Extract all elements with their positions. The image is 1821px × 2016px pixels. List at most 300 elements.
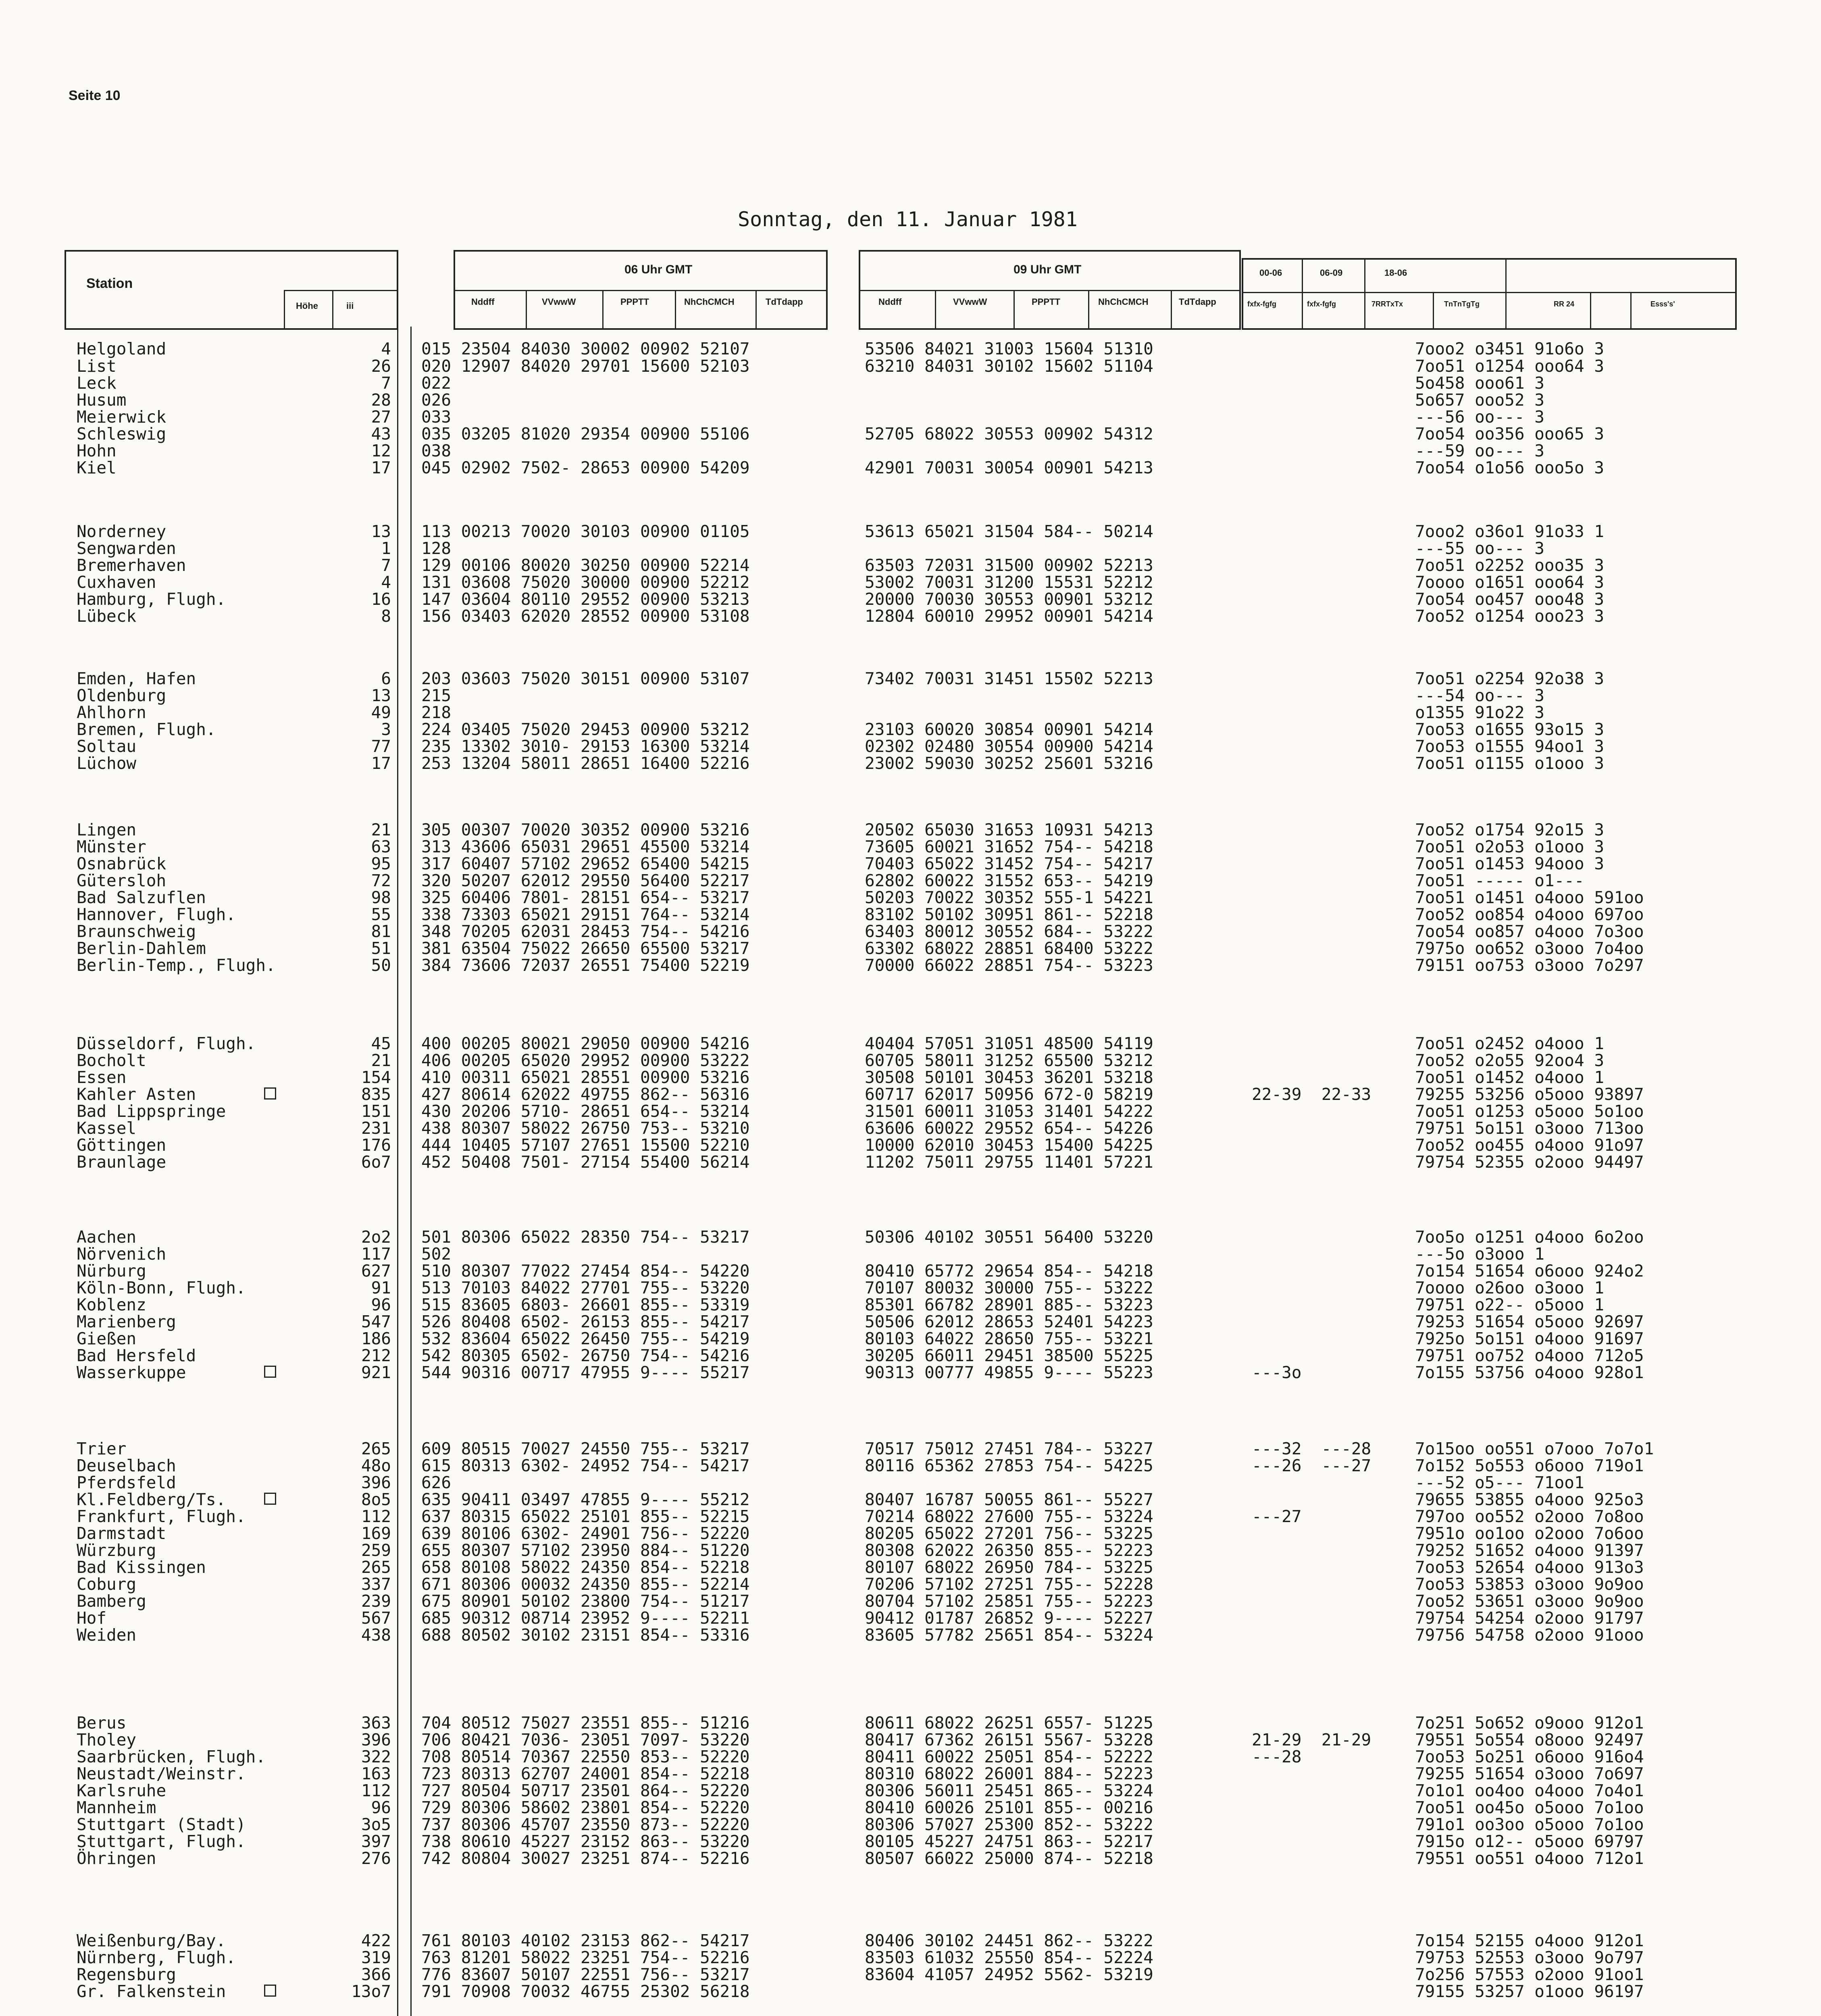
col-header: Esss's' <box>1650 300 1675 308</box>
obs-09: 63606 60022 29552 654-- 54226 <box>865 1118 1153 1138</box>
table-row <box>0 1507 1821 1526</box>
obs-06: 381 63504 75022 26650 65500 53217 <box>421 939 750 958</box>
station-name: Coburg <box>77 1574 137 1594</box>
summary: 7o1o1 oo4oo o4ooo 7o4o1 <box>1415 1781 1644 1800</box>
obs-09: 90313 00777 49855 9---- 55223 <box>865 1363 1153 1382</box>
table-row <box>0 686 1821 705</box>
table-row <box>0 1747 1821 1766</box>
station-name: Darmstadt <box>77 1524 166 1543</box>
obs-09: 20000 70030 30553 00901 53212 <box>865 589 1153 609</box>
station-name: Aachen <box>77 1227 137 1247</box>
header-divider <box>1433 292 1434 328</box>
obs-09: 80306 57027 25300 852-- 53222 <box>865 1815 1153 1834</box>
obs-09: 85301 66782 28901 885-- 53223 <box>865 1295 1153 1314</box>
station-name: Hof <box>77 1608 107 1628</box>
col-header: 00-06 <box>1259 268 1282 278</box>
obs-09: 80116 65362 27853 754-- 54225 <box>865 1456 1153 1475</box>
summary: 7o15oo oo551 o7ooo 7o7o1 <box>1415 1439 1654 1458</box>
col-header: PPPTT <box>620 297 649 307</box>
table-row <box>0 1312 1821 1331</box>
station-name: Sengwarden <box>77 539 176 558</box>
col-header: NhChCMCH <box>684 297 735 307</box>
extremes: ---32 ---28 <box>1252 1439 1371 1458</box>
table-row <box>0 854 1821 873</box>
summary: 7oooo o26oo o3ooo 1 <box>1415 1278 1604 1297</box>
table-row <box>0 1849 1821 1868</box>
station-height: 231 <box>361 1118 391 1138</box>
obs-09: 80611 68022 26251 6557- 51225 <box>865 1713 1153 1733</box>
obs-09: 80417 67362 26151 5567- 53228 <box>865 1730 1153 1749</box>
obs-09: 11202 75011 29755 11401 57221 <box>865 1152 1153 1172</box>
table-row <box>0 754 1821 773</box>
station-height: 21 <box>371 820 391 839</box>
table-row <box>0 1346 1821 1365</box>
table-row <box>0 1262 1821 1280</box>
summary: 7oo51 ----- o1--- <box>1415 871 1594 890</box>
station-height: 7 <box>381 556 391 575</box>
obs-06: 224 03405 75020 29453 00900 53212 <box>421 720 750 739</box>
obs-06: 325 60406 7801- 28151 654-- 53217 <box>421 888 750 907</box>
col-header: TdTdapp <box>1179 297 1216 307</box>
table-row <box>0 1085 1821 1104</box>
header-divider <box>1302 260 1303 328</box>
table-row <box>0 837 1821 856</box>
table-row <box>0 607 1821 625</box>
station-height: 72 <box>371 871 391 890</box>
station-name: Leck <box>77 373 117 393</box>
summary: 7oo54 oo356 ooo65 3 <box>1415 424 1604 444</box>
obs-06: 038 <box>421 441 452 460</box>
table-row <box>0 1714 1821 1732</box>
summary: 7oo51 o1453 94ooo 3 <box>1415 854 1604 873</box>
table-row <box>0 1731 1821 1749</box>
station-height: 112 <box>361 1781 391 1800</box>
table-row <box>0 1068 1821 1087</box>
obs-06: 502 <box>421 1244 452 1264</box>
obs-09: 70403 65022 31452 754-- 54217 <box>865 854 1153 873</box>
block-09-title: 09 Uhr GMT <box>1014 263 1082 276</box>
summary: 79756 54758 o2ooo 91ooo <box>1415 1625 1644 1645</box>
obs-09: 30205 66011 29451 38500 55225 <box>865 1346 1153 1365</box>
station-name: Köln-Bonn, Flugh. <box>77 1278 246 1297</box>
table-row <box>0 1626 1821 1644</box>
obs-06: 026 <box>421 390 452 410</box>
extremes: ---26 ---27 <box>1252 1456 1371 1475</box>
square-icon <box>264 1087 276 1100</box>
table-row <box>0 905 1821 924</box>
extremes: ---27 <box>1252 1507 1302 1526</box>
station-height: 547 <box>361 1312 391 1331</box>
obs-09: 63302 68022 28851 68400 53222 <box>865 939 1153 958</box>
station-name: Nürnberg, Flugh. <box>77 1948 236 1967</box>
summary: 7o256 57553 o2ooo 91oo1 <box>1415 1965 1644 1984</box>
obs-06: 438 80307 58022 26750 753-- 53210 <box>421 1118 750 1138</box>
station-height: 366 <box>361 1965 391 1984</box>
obs-09: 80107 68022 26950 784-- 53225 <box>865 1558 1153 1577</box>
table-row <box>0 1439 1821 1458</box>
station-name: Kl.Feldberg/Ts. <box>77 1490 226 1509</box>
obs-09: 31501 60011 31053 31401 54222 <box>865 1102 1153 1121</box>
obs-09: 80410 60026 25101 855-- 00216 <box>865 1798 1153 1817</box>
station-name: Nörvenich <box>77 1244 166 1264</box>
header-rule <box>860 290 1239 291</box>
summary: 7o154 52155 o4ooo 912o1 <box>1415 1931 1644 1950</box>
summary: 7oo52 o2o55 92oo4 3 <box>1415 1051 1604 1070</box>
obs-06: 338 73303 65021 29151 764-- 53214 <box>421 905 750 924</box>
summary: 79751 5o151 o3ooo 713oo <box>1415 1118 1644 1138</box>
station-name: Berlin-Dahlem <box>77 939 206 958</box>
header-rule <box>455 290 826 291</box>
obs-09: 53506 84021 31003 15604 51310 <box>865 339 1153 358</box>
obs-09: 83605 57782 25651 854-- 53224 <box>865 1625 1153 1645</box>
obs-09: 73605 60021 31652 754-- 54218 <box>865 837 1153 856</box>
station-name: Osnabrück <box>77 854 166 873</box>
obs-09: 80306 56011 25451 865-- 53224 <box>865 1781 1153 1800</box>
station-name: Braunschweig <box>77 922 196 941</box>
obs-09: 70000 66022 28851 754-- 53223 <box>865 956 1153 975</box>
table-row <box>0 1592 1821 1610</box>
station-height: 50 <box>371 956 391 975</box>
obs-09: 80310 68022 26001 884-- 52223 <box>865 1764 1153 1783</box>
col-header: 7RRTxTx <box>1371 300 1403 308</box>
table-row <box>0 1051 1821 1070</box>
obs-09: 90412 01787 26852 9---- 52227 <box>865 1608 1153 1628</box>
obs-09: 50506 62012 28653 52401 54223 <box>865 1312 1153 1331</box>
obs-06: 156 03403 62020 28552 00900 53108 <box>421 606 750 626</box>
summary: 79551 5o554 o8ooo 92497 <box>1415 1730 1644 1749</box>
station-height: 239 <box>361 1591 391 1611</box>
station-height: 259 <box>361 1541 391 1560</box>
obs-06: 791 70908 70032 46755 25302 56218 <box>421 1982 750 2001</box>
summary: ---5o o3ooo 1 <box>1415 1244 1544 1264</box>
station-height: 276 <box>361 1849 391 1868</box>
table-row <box>0 1982 1821 2001</box>
station-name: Stuttgart (Stadt) <box>77 1815 246 1834</box>
table-row <box>0 871 1821 890</box>
obs-09: 70107 80032 30000 755-- 53222 <box>865 1278 1153 1297</box>
station-name: Stuttgart, Flugh. <box>77 1832 246 1851</box>
col-header: Nddff <box>878 297 902 307</box>
station-height: 438 <box>361 1625 391 1645</box>
station-height: 7 <box>381 373 391 393</box>
station-height: 319 <box>361 1948 391 1967</box>
station-name: Weißenburg/Bay. <box>77 1931 226 1950</box>
obs-09: 80704 57102 25851 755-- 52223 <box>865 1591 1153 1611</box>
station-name: Norderney <box>77 522 166 541</box>
table-row <box>0 1456 1821 1475</box>
header-rule <box>1243 292 1735 293</box>
station-name: Wasserkuppe <box>77 1363 186 1382</box>
obs-06: 727 80504 50717 23501 864-- 52220 <box>421 1781 750 1800</box>
table-row <box>0 703 1821 722</box>
summary: 79155 53257 o1ooo 96197 <box>1415 1982 1644 2001</box>
table-row <box>0 1541 1821 1560</box>
square-icon <box>264 1493 276 1505</box>
obs-09: 80507 66022 25000 874-- 52218 <box>865 1849 1153 1868</box>
station-name: Bad Lippspringe <box>77 1102 226 1121</box>
summary: ---54 oo--- 3 <box>1415 686 1544 705</box>
obs-09: 63403 80012 30552 684-- 53222 <box>865 922 1153 941</box>
obs-09: 80411 60022 25051 854-- 52222 <box>865 1747 1153 1766</box>
obs-06: 131 03608 75020 30000 00900 52212 <box>421 573 750 592</box>
station-height: 154 <box>361 1068 391 1087</box>
station-height: 12 <box>371 441 391 460</box>
obs-06: 400 00205 80021 29050 00900 54216 <box>421 1034 750 1053</box>
obs-09: 83604 41057 24952 5562- 53219 <box>865 1965 1153 1984</box>
station-height: 28 <box>371 390 391 410</box>
obs-06: 313 43606 65031 29651 45500 53214 <box>421 837 750 856</box>
station-height: 17 <box>371 458 391 477</box>
table-row <box>0 1781 1821 1800</box>
table-row <box>0 1965 1821 1984</box>
station-name: Marienberg <box>77 1312 176 1331</box>
table-row <box>0 1832 1821 1851</box>
obs-09: 10000 62010 30453 15400 54225 <box>865 1135 1153 1155</box>
summary: 7oo53 53853 o3ooo 9o9oo <box>1415 1574 1644 1594</box>
station-name: Würzburg <box>77 1541 156 1560</box>
table-row <box>0 939 1821 958</box>
obs-09: 70206 57102 27251 755-- 52228 <box>865 1574 1153 1594</box>
station-height: 322 <box>361 1747 391 1766</box>
summary: 79655 53855 o4ooo 925o3 <box>1415 1490 1644 1509</box>
header-divider <box>284 290 285 328</box>
station-height: 4 <box>381 339 391 358</box>
station-height: 627 <box>361 1261 391 1281</box>
table-row <box>0 1102 1821 1120</box>
summary: 79753 52553 o3ooo 9o797 <box>1415 1948 1644 1967</box>
summary: 7oo51 oo45o o5ooo 7o1oo <box>1415 1798 1644 1817</box>
obs-09: 80406 30102 24451 862-- 53222 <box>865 1931 1153 1950</box>
obs-06: 542 80305 6502- 26750 754-- 54216 <box>421 1346 750 1365</box>
station-height: 2o2 <box>361 1227 391 1247</box>
station-name: Düsseldorf, Flugh. <box>77 1034 256 1053</box>
station-name: Hamburg, Flugh. <box>77 589 226 609</box>
station-height: 63 <box>371 837 391 856</box>
station-name: Bocholt <box>77 1051 146 1070</box>
station-name: Münster <box>77 837 146 856</box>
obs-09: 30508 50101 30453 36201 53218 <box>865 1068 1153 1087</box>
station-height: 21 <box>371 1051 391 1070</box>
header-divider <box>1505 260 1507 328</box>
obs-09: 40404 57051 31051 48500 54119 <box>865 1034 1153 1053</box>
col-header: 18-06 <box>1384 268 1407 278</box>
obs-06: 671 80306 00032 24350 855-- 52214 <box>421 1574 750 1594</box>
obs-09: 70517 75012 27451 784-- 53227 <box>865 1439 1153 1458</box>
table-row <box>0 1798 1821 1817</box>
obs-09: 83102 50102 30951 861-- 52218 <box>865 905 1153 924</box>
station-height: 212 <box>361 1346 391 1365</box>
summary: 7oo52 53651 o3ooo 9o9oo <box>1415 1591 1644 1611</box>
station-name: Ahlhorn <box>77 703 146 722</box>
summary: 7oo53 o1555 94oo1 3 <box>1415 737 1604 756</box>
table-row <box>0 1136 1821 1154</box>
col-header: NhChCMCH <box>1098 297 1149 307</box>
obs-09: 50203 70022 30352 555-1 54221 <box>865 888 1153 907</box>
station-name: Cuxhaven <box>77 573 156 592</box>
table-row <box>0 374 1821 392</box>
summary: 7975o oo652 o3ooo 7o4oo <box>1415 939 1644 958</box>
station-name: Bamberg <box>77 1591 146 1611</box>
table-row <box>0 1279 1821 1297</box>
station-name: Neustadt/Weinstr. <box>77 1764 246 1783</box>
obs-09: 60705 58011 31252 65500 53212 <box>865 1051 1153 1070</box>
summary: 79754 52355 o2ooo 94497 <box>1415 1152 1644 1172</box>
station-name: Kahler Asten <box>77 1085 196 1104</box>
header-divider <box>755 290 757 328</box>
obs-06: 526 80408 6502- 26153 855-- 54217 <box>421 1312 750 1331</box>
obs-06: 410 00311 65021 28551 00900 53216 <box>421 1068 750 1087</box>
summary: 7oo52 o1754 92o15 3 <box>1415 820 1604 839</box>
station-height: 13 <box>371 686 391 705</box>
iii-header-label: iii <box>346 301 354 311</box>
table-row <box>0 1609 1821 1627</box>
station-height: 397 <box>361 1832 391 1851</box>
obs-06: 532 83604 65022 26450 755-- 54219 <box>421 1329 750 1348</box>
station-name: Nürburg <box>77 1261 146 1281</box>
station-height: 8o5 <box>361 1490 391 1509</box>
block-06-title: 06 Uhr GMT <box>624 263 693 276</box>
header-divider <box>1014 290 1015 328</box>
summary: 79255 51654 o3ooo 7o697 <box>1415 1764 1644 1783</box>
table-row <box>0 1363 1821 1382</box>
station-height: 186 <box>361 1329 391 1348</box>
obs-06: 235 13302 3010- 29153 16300 53214 <box>421 737 750 756</box>
header-divider <box>332 290 333 328</box>
obs-06: 317 60407 57102 29652 65400 54215 <box>421 854 750 873</box>
header-rule <box>284 290 397 291</box>
station-height: 13o7 <box>351 1982 391 2001</box>
header-divider <box>935 290 936 328</box>
block-09-header <box>859 250 1241 330</box>
station-name: Schleswig <box>77 424 166 444</box>
station-height: 265 <box>361 1439 391 1458</box>
table-row <box>0 590 1821 608</box>
table-row <box>0 1575 1821 1593</box>
obs-06: 305 00307 70020 30352 00900 53216 <box>421 820 750 839</box>
station-name: Saarbrücken, Flugh. <box>77 1747 266 1766</box>
table-row <box>0 1034 1821 1053</box>
table-row <box>0 357 1821 375</box>
table-row <box>0 391 1821 409</box>
obs-09: 80410 65772 29654 854-- 54218 <box>865 1261 1153 1281</box>
obs-09: 53002 70031 31200 15531 52212 <box>865 573 1153 592</box>
summary: 79751 oo752 o4ooo 712o5 <box>1415 1346 1644 1365</box>
summary: 7o152 5o553 o6ooo 719o1 <box>1415 1456 1644 1475</box>
block-06-header <box>454 250 828 330</box>
table-row <box>0 1153 1821 1171</box>
extra-header <box>1242 258 1737 330</box>
header-divider <box>675 290 676 328</box>
table-row <box>0 669 1821 688</box>
station-name: Kassel <box>77 1118 137 1138</box>
obs-06: 510 80307 77022 27454 854-- 54220 <box>421 1261 750 1281</box>
obs-06: 729 80306 58602 23801 854-- 52220 <box>421 1798 750 1817</box>
obs-06: 203 03603 75020 30151 00900 53107 <box>421 669 750 688</box>
obs-09: 12804 60010 29952 00901 54214 <box>865 606 1153 626</box>
obs-09: 53613 65021 31504 584-- 50214 <box>865 522 1153 541</box>
station-name: Hohn <box>77 441 117 460</box>
station-height: 6 <box>381 669 391 688</box>
obs-09: 60717 62017 50956 672-0 58219 <box>865 1085 1153 1104</box>
obs-09: 20502 65030 31653 10931 54213 <box>865 820 1153 839</box>
table-row <box>0 1948 1821 1967</box>
obs-06: 738 80610 45227 23152 863-- 53220 <box>421 1832 750 1851</box>
station-height: 363 <box>361 1713 391 1733</box>
table-row <box>0 1815 1821 1834</box>
table-row <box>0 1524 1821 1543</box>
station-name: Trier <box>77 1439 127 1458</box>
summary: ---59 oo--- 3 <box>1415 441 1544 460</box>
obs-06: 348 70205 62031 28453 754-- 54216 <box>421 922 750 941</box>
col-header: fxfx-fgfg <box>1247 300 1276 308</box>
station-height: 27 <box>371 407 391 427</box>
station-height: 43 <box>371 424 391 444</box>
col-header: TdTdapp <box>766 297 803 307</box>
summary: 79751 o22-- o5ooo 1 <box>1415 1295 1604 1314</box>
summary: 7oo52 oo455 o4ooo 91o97 <box>1415 1135 1644 1155</box>
obs-06: 129 00106 80020 30250 00900 52214 <box>421 556 750 575</box>
obs-09: 80308 62022 26350 855-- 52223 <box>865 1541 1153 1560</box>
obs-06: 544 90316 00717 47955 9---- 55217 <box>421 1363 750 1382</box>
obs-06: 708 80514 70367 22550 853-- 52220 <box>421 1747 750 1766</box>
header-divider <box>1590 292 1591 328</box>
table-row <box>0 1119 1821 1137</box>
summary: 5o458 ooo61 3 <box>1415 373 1544 393</box>
obs-06: 639 80106 6302- 24901 756-- 52220 <box>421 1524 750 1543</box>
summary: ---56 oo--- 3 <box>1415 407 1544 427</box>
obs-09: 63503 72031 31500 00902 52213 <box>865 556 1153 575</box>
obs-06: 761 80103 40102 23153 862-- 54217 <box>421 1931 750 1950</box>
station-name: Koblenz <box>77 1295 146 1314</box>
summary: 79255 53256 o5ooo 93897 <box>1415 1085 1644 1104</box>
summary: 5o657 ooo52 3 <box>1415 390 1544 410</box>
station-header-label: Station <box>86 276 133 291</box>
station-name: Lüchow <box>77 754 137 773</box>
table-row <box>0 442 1821 460</box>
obs-06: 033 <box>421 407 452 427</box>
obs-09: 73402 70031 31451 15502 52213 <box>865 669 1153 688</box>
obs-06: 147 03604 80110 29552 00900 53213 <box>421 589 750 609</box>
station-name: Göttingen <box>77 1135 166 1155</box>
station-name: Bad Kissingen <box>77 1558 206 1577</box>
obs-06: 430 20206 5710- 28651 654-- 53214 <box>421 1102 750 1121</box>
obs-06: 020 12907 84020 29701 15600 52103 <box>421 356 750 376</box>
table-row <box>0 737 1821 756</box>
obs-09: 23103 60020 30854 00901 54214 <box>865 720 1153 739</box>
header-divider <box>1364 260 1365 328</box>
station-height: 49 <box>371 703 391 722</box>
obs-06: 655 80307 57102 23950 884-- 51220 <box>421 1541 750 1560</box>
obs-06: 218 <box>421 703 452 722</box>
station-name: Bad Hersfeld <box>77 1346 196 1365</box>
obs-06: 737 80306 45707 23550 873-- 52220 <box>421 1815 750 1834</box>
summary: 7oo54 oo457 ooo48 3 <box>1415 589 1604 609</box>
station-height: 835 <box>361 1085 391 1104</box>
summary: 7o155 53756 o4ooo 928o1 <box>1415 1363 1644 1382</box>
obs-09: 80105 45227 24751 863-- 52217 <box>865 1832 1153 1851</box>
obs-09: 23002 59030 30252 25601 53216 <box>865 754 1153 773</box>
station-name: Braunlage <box>77 1152 166 1172</box>
obs-06: 675 80901 50102 23800 754-- 51217 <box>421 1591 750 1611</box>
table-row <box>0 425 1821 443</box>
obs-09: 70214 68022 27600 755-- 53224 <box>865 1507 1153 1526</box>
obs-09: 42901 70031 30054 00901 54213 <box>865 458 1153 477</box>
summary: 7oooo o1651 ooo64 3 <box>1415 573 1604 592</box>
station-name: Lübeck <box>77 606 137 626</box>
obs-06: 427 80614 62022 49755 862-- 56316 <box>421 1085 750 1104</box>
obs-09: 83503 61032 25550 854-- 52224 <box>865 1948 1153 1967</box>
station-name: Mannheim <box>77 1798 156 1817</box>
